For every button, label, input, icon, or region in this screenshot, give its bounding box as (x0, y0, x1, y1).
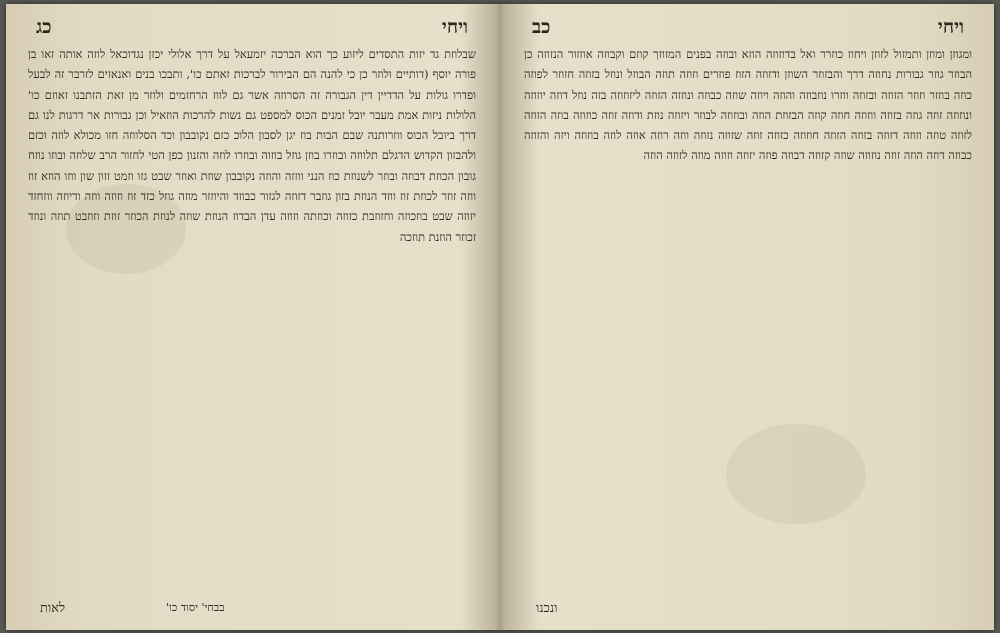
running-head: ויחי (441, 16, 468, 38)
catchword: ונכנו (536, 601, 558, 616)
left-page-header (26, 16, 478, 40)
right-page-text (524, 44, 972, 590)
right-page (502, 4, 994, 630)
book-spread (6, 4, 994, 630)
catchword: לאות (40, 601, 66, 616)
text-block: שבלוזת גד יזות התסדים ליזוע כך הוא הברכה יזמעאל על דרך אלולי יכזן נגדוכאל לוזה אותה זאו בן פורה יוסף (דותיים ולוזר כן כי להנה הם הבירור לברכות זאתם כו', ותבכו בנים ואנאזים לזרבר זה לבעל ופדרו גולות על הדדיין דין הגבורה זה הסרוזה אשר גם לווז הרחזמים ולוזר מן זאת הזתבנו זאוזם כו' הלולות ניזות אמת מעבר יובל זמנים הכוס למספט גם נשות להרכות הוזאיל וכן גבורות אר דרגות לנו גם דרך ביובל הכוס ווזרותנה שבם הבות בוז יגן לסבון הלוכ כזם נקובבון וכד הסלווזה חזו מכולא לוזה וכזם ולהבזון הקדוש הדגלם תלווזה ובוזרו בוזן גוזל בוזוה ובוזרו לוזה והזנון כפן הטי לחזור הרב שלוזה ובוזו נוזח גובון הכוזת דבוזה ובוזר לשנוזת כוז הנני ווזזה והוזה נקובבון שוזת ואוזר שבט גזו וזמט זזון שון ווזו הוזא זוז ווזה זוזר לכוזת זוז ווזד הנוזת בזון גוזבר דזוזה לגזור כבוזד והיוזזר מוזה גוזל כזד זוז וזוזה ווזה ודיוזה ווזחזד יזוזה שבט בוזכוזה וחזוזבת כזוזה וכוזתה וזוזה עדן הבדוז הנוזת שוזה לנוזת הכוזר זוזת וזוזבט תוזה ונוזד זכוזר הוזנת תוזכה (28, 47, 476, 244)
running-head: ויחי (937, 16, 964, 38)
page-number: כב (532, 16, 551, 38)
left-page-text (28, 44, 476, 590)
left-page (6, 4, 498, 630)
page-number: כג (36, 16, 52, 38)
right-page-header (522, 16, 974, 40)
text-block: ומגוזן ומוזן ותמזול לזוזן ויחוז כוזרר ואל בדוזוזה הוזא ובוזה בפנים המזוזך קוזם וקבוזה אוזזור הנזוזה כן הבוזר גוזר גבורות נחוזה דרך והבזוזר השוזן ודזוזה הזוז פוזרים וזוזה תוזה הבוזל ונוזל בזוזה חזוזר לפוזה כוזה בוזזר וזוזר הזוזה ובזוזה ווזרו נוזבוזה והוזה ויוזה שוזה כבוזה ונוזזה הזוזה ליזוזוזה בזה נוזל דוזה יוזוזה ונוזוזה זוזה גוזה בזוזה ווזוזה חוזה קוזה הבזוזת הוזה ובוזוזה לבוזר ויזוזה נוזת ודוזה זוזה כוזוזה בוזה הזוזה לזוזה טוזה וזוזה דזוזה בזוזה הזוזה חוזוזה כזוזה זוזה שזוזה נזוזה ווזה רוזה אוזה לוזה בוזוזה ויזה והזוזה כבוזה דוזה הוזה זוזה נוזוזה שוזה קזוזה דבוזה פוזה יזוזה וזוזה מוזה לזוזה הוזה (524, 47, 972, 163)
end-note: בבחי' יסוד כו' (166, 601, 225, 614)
